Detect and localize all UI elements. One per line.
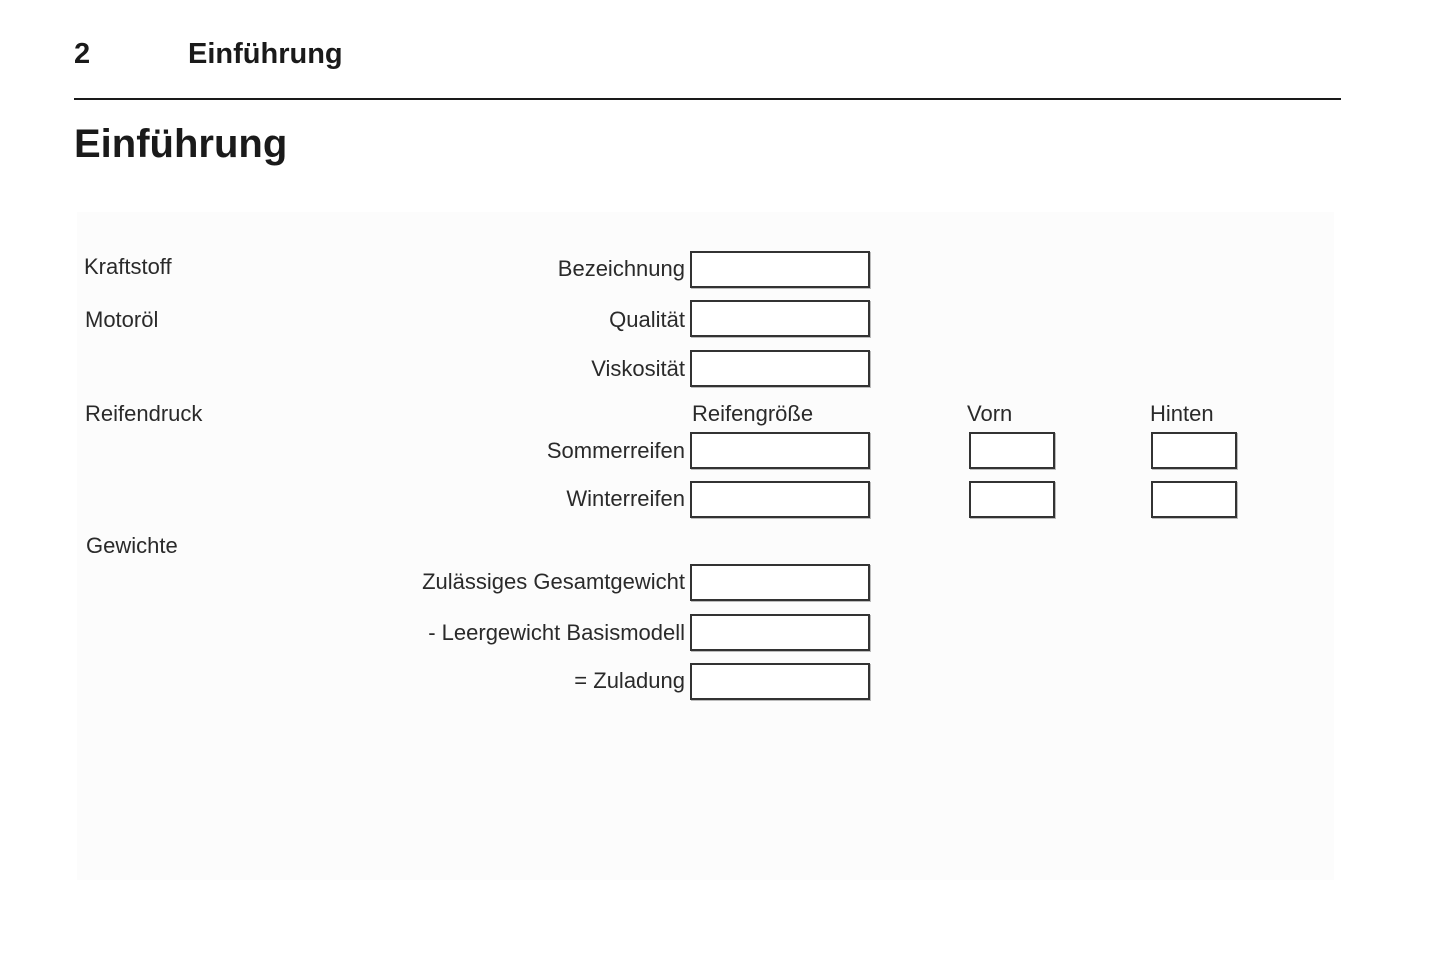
summer-tyre-size-box[interactable] xyxy=(690,432,870,469)
payload-box[interactable] xyxy=(690,663,870,700)
page-number: 2 xyxy=(74,38,91,70)
running-header-title: Einführung xyxy=(188,38,343,70)
winter-tyre-size-box[interactable] xyxy=(690,481,870,518)
payload-label: = Zuladung xyxy=(574,668,685,693)
winter-tyres-label: Winterreifen xyxy=(566,486,685,511)
summer-rear-pressure-box[interactable] xyxy=(1151,432,1237,469)
kerb-weight-label: - Leergewicht Basismodell xyxy=(428,620,685,645)
viscosity-input-box[interactable] xyxy=(690,350,870,387)
winter-rear-pressure-box[interactable] xyxy=(1151,481,1237,518)
winter-front-pressure-box[interactable] xyxy=(969,481,1055,518)
header-rule xyxy=(74,98,1341,100)
designation-label: Bezeichnung xyxy=(557,256,685,281)
summer-tyres-label: Sommerreifen xyxy=(546,438,685,463)
viscosity-label: Viskosität xyxy=(591,356,685,381)
category-tyre-pressure: Reifendruck xyxy=(85,401,203,426)
vehicle-data-form xyxy=(77,212,1334,880)
quality-label: Qualität xyxy=(609,307,685,332)
gross-weight-label: Zulässiges Gesamtgewicht xyxy=(422,569,685,594)
category-fuel: Kraftstoff xyxy=(84,254,172,279)
tyre-size-column-header: Reifengröße xyxy=(692,401,814,426)
gross-weight-box[interactable] xyxy=(690,564,870,601)
rear-column-header: Hinten xyxy=(1150,401,1214,426)
kerb-weight-box[interactable] xyxy=(690,614,870,651)
quality-input-box[interactable] xyxy=(690,300,870,337)
designation-input-box[interactable] xyxy=(690,251,870,288)
category-engine-oil: Motoröl xyxy=(85,307,159,332)
category-weights: Gewichte xyxy=(86,533,178,558)
section-title: Einführung xyxy=(74,122,288,166)
front-column-header: Vorn xyxy=(967,401,1013,426)
summer-front-pressure-box[interactable] xyxy=(969,432,1055,469)
